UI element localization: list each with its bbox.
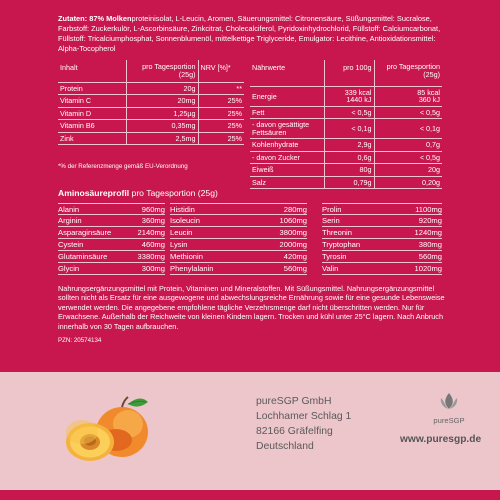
- amino-name: Isoleucin: [170, 216, 200, 225]
- table-row: Vitamin B6 0,35mg 25%: [60, 121, 242, 131]
- company-name: pureSGP GmbH: [256, 396, 332, 407]
- amino-row: [58, 227, 165, 239]
- amino-value: 3380mg: [137, 252, 165, 261]
- header-nrv: NRV [%]*: [198, 60, 244, 82]
- product-notes: Nahrungsergänzungsmittel mit Protein, Vitaminen und Mineralstoffen. Mit Süßungsmittel. Nahrungsergänzungsmittel sollten nicht als Ersatz für eine ausgewogene und abwechslungsreiche Ernährung sowie für eine gesunde Lebensweise verwendet werden. Die angegebene empfohlene tägliche Verzehrsmenge darf nicht überschritten werden. Nur für Erwachsene. Außerhalb der Reichweite von kleinen Kindern lagern. Trocken und kühl unter 25°C lagern. Nach Anbruch innerhalb von 30 Tagen aufbrauchen.: [58, 284, 445, 331]
- amino-row: [322, 203, 442, 215]
- amino-row: [170, 215, 307, 227]
- amino-name: Methionin: [170, 252, 203, 261]
- amino-value: 300mg: [141, 264, 165, 273]
- ingredients-list: proteinisolat, L-Leucin, Aromen, Säuerungsmittel: Citronensäure, Süßungsmittel: Sucralose, Farbstoff: Zuckerkulör, L-Ascorbinsäure, Zinkcitrat, Cholecalciferol, Pyridoxinhydrochlorid, Füllstoff: Calciumcarbonat, Füllstoff: Tricalciumphosphat, Sonnenblumenöl, mittelkettige Triglyceride, Emulgator: Lecithine, Antioxidationsmittel: Alpha-Tocopherol: [58, 14, 441, 53]
- company-address: [256, 394, 351, 454]
- amino-row: [170, 227, 307, 239]
- bottom-strip: [0, 490, 500, 500]
- amino-row: [58, 251, 165, 263]
- amino-name: Lysin: [170, 240, 188, 249]
- table-row-energy: Energie 339 kcal 1440 kJ 85 kcal 360 kJ: [252, 87, 440, 104]
- website-link[interactable]: www.puresgp.de: [400, 434, 482, 445]
- vitamin-table: [58, 60, 244, 145]
- amino-name: Asparaginsäure: [58, 228, 112, 237]
- amino-name: Cystein: [58, 240, 84, 249]
- header-per-serving: pro Tagesportion (25g): [126, 60, 198, 82]
- table-row: Fett < 0,5g < 0,5g: [252, 107, 440, 117]
- amino-value: 3800mg: [279, 228, 307, 237]
- amino-name: Phenylalanin: [170, 264, 214, 273]
- company-street: Lochhamer Schlag 1: [256, 411, 352, 422]
- amino-value: 560mg: [283, 264, 307, 273]
- table-row: Salz 0,79g 0,20g: [252, 177, 440, 187]
- amino-title: Aminosäureprofil pro Tagesportion (25g): [58, 188, 218, 198]
- pzn-number: PZN: 20574134: [58, 337, 102, 344]
- amino-row: [58, 215, 165, 227]
- amino-value: 380mg: [418, 240, 442, 249]
- amino-name: Prolin: [322, 205, 342, 214]
- amino-name: Tryptophan: [322, 240, 361, 249]
- amino-row: [170, 203, 307, 215]
- amino-row: [58, 239, 165, 251]
- nrv-footnote: *% der Referenzmenge gemäß EU-Verordnung: [58, 163, 188, 170]
- header-inhalt: Inhalt: [58, 60, 126, 82]
- amino-value: 1060mg: [279, 216, 307, 225]
- vitamin-table-header: [58, 60, 244, 82]
- amino-name: Leucin: [170, 228, 193, 237]
- company-city: 82166 Gräfelfing: [256, 426, 333, 437]
- amino-row: [170, 263, 307, 275]
- amino-name: Glutaminsäure: [58, 252, 108, 261]
- logo-text: pureSGP: [433, 416, 465, 425]
- amino-value: 560mg: [418, 252, 442, 261]
- amino-value: 1240mg: [414, 228, 442, 237]
- amino-value: 460mg: [141, 240, 165, 249]
- amino-value: 1100mg: [415, 205, 442, 214]
- amino-column-2: [170, 203, 307, 275]
- amino-value: 1020mg: [414, 264, 442, 273]
- amino-name: Tyrosin: [322, 252, 347, 261]
- table-row: - davon gesättigte Fettsäuren < 0,1g < 0,1g: [252, 120, 440, 137]
- amino-value: 960mg: [141, 205, 165, 214]
- table-row: - davon Zucker 0,6g < 0,5g: [252, 152, 440, 162]
- table-row: Vitamin D 1,25µg 25%: [60, 108, 242, 118]
- company-country: Deutschland: [256, 441, 314, 452]
- logo-mark-icon: [436, 392, 462, 410]
- amino-name: Threonin: [322, 228, 352, 237]
- amino-value: 920mg: [418, 216, 442, 225]
- amino-column-3: [322, 203, 442, 275]
- ingredients-bold: 87% Molken: [89, 14, 132, 23]
- amino-name: Valin: [322, 264, 339, 273]
- amino-row: [170, 251, 307, 263]
- amino-name: Glycin: [58, 264, 80, 273]
- amino-value: 280mg: [283, 205, 307, 214]
- table-row: Vitamin C 20mg 25%: [60, 96, 242, 106]
- amino-row: [170, 239, 307, 251]
- table-row: Protein 20g **: [60, 83, 242, 93]
- amino-column-1: [58, 203, 165, 275]
- amino-value: 360mg: [141, 216, 165, 225]
- amino-row: [58, 203, 165, 215]
- table-row: Kohlenhydrate 2,9g 0,7g: [252, 140, 440, 150]
- table-row: Zink 2,5mg 25%: [60, 133, 242, 143]
- amino-name: Alanin: [58, 205, 80, 214]
- header-naehrwerte: Nährwerte: [250, 60, 324, 86]
- nutrition-table: [250, 60, 442, 189]
- amino-row: [322, 263, 442, 275]
- amino-row: [322, 239, 442, 251]
- amino-name: Serin: [322, 216, 340, 225]
- header-per-serving: pro Tagesportion (25g): [374, 60, 442, 86]
- amino-row: [58, 263, 165, 275]
- ingredients-label: Zutaten:: [58, 14, 88, 23]
- amino-name: Arginin: [58, 216, 82, 225]
- peach-icon: [62, 394, 154, 466]
- amino-value: 2140mg: [137, 228, 165, 237]
- table-row: Eiweiß 80g 20g: [252, 165, 440, 175]
- amino-row: [322, 251, 442, 263]
- nutrition-table-header: [250, 60, 442, 86]
- amino-value: 420mg: [283, 252, 307, 261]
- amino-row: [322, 227, 442, 239]
- amino-name: Histidin: [170, 205, 195, 214]
- amino-row: [322, 215, 442, 227]
- ingredients-text: [58, 14, 450, 54]
- header-per-100g: pro 100g: [324, 60, 374, 86]
- puresgp-logo: [423, 392, 475, 425]
- amino-value: 2000mg: [279, 240, 307, 249]
